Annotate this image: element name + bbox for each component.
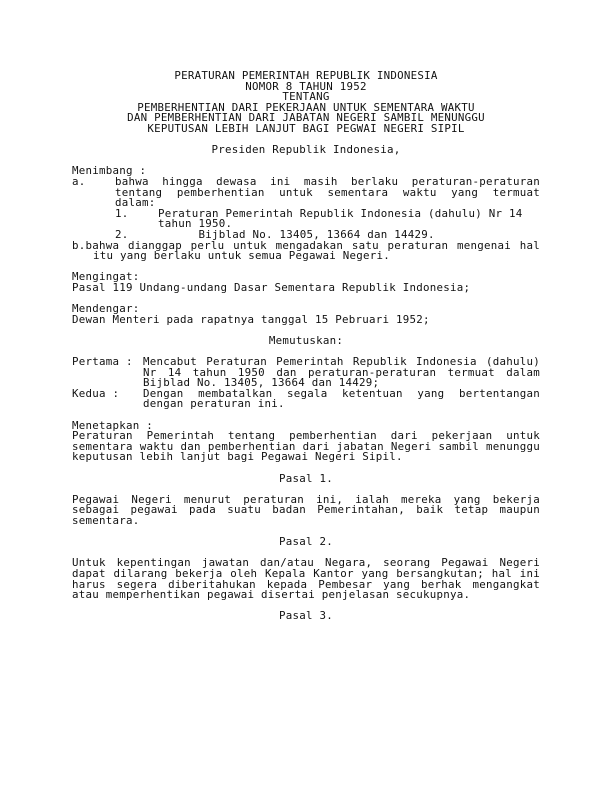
mendengar-section — [72, 304, 540, 325]
subitem-text: Bijblad No. 13405, 13664 dan 14429. — [158, 227, 435, 241]
subitem-text: Peraturan Pemerintah Republik Indonesia (dahulu) Nr 14 tahun 1950. — [158, 206, 523, 231]
pasal-2-heading: Pasal 2. — [278, 535, 333, 549]
menimbang-subitem-1 — [72, 206, 540, 231]
pasal-2-text: Untuk kepentingan jawatan dan/atau Negara, seorang Pegawai Negeri dapat dilarang bekerja oleh Kepala Kantor yang bersangkutan; hal ini harus segera diberitahukan kepada Pembesar yang berhak mengangkat atau memperhentikan pegawai disertai penjelasan secukupnya. — [72, 556, 540, 602]
menetapkan-text: Peraturan Pemerintah tentang pemberhentian dari pekerjaan untuk sementara waktu dan pemberhentian dari jabatan Negeri sambil menunggu keputusan lebih lanjut bagi Pegawai Negeri Sipil. — [72, 429, 540, 464]
menimbang-item-a — [72, 174, 540, 210]
pasal-1-heading: Pasal 1. — [278, 471, 333, 485]
pasal-1-text: Pegawai Negeri menurut peraturan ini, ialah mereka yang bekerja sebagai pegawai pada suatu badan Pemerintahan, baik tetap maupun sementara. — [72, 492, 540, 527]
document-title-block — [72, 71, 540, 135]
issuer-line: Presiden Republik Indonesia, — [211, 143, 401, 157]
subitem-marker: 2. — [115, 227, 129, 241]
mendengar-label: Mendengar: — [72, 302, 140, 316]
mendengar-text: Dewan Menteri pada rapatnya tanggal 15 Pebruari 1952; — [72, 312, 430, 326]
decision-label: Kedua : — [72, 386, 120, 400]
menimbang-label: Menimbang : — [72, 164, 147, 178]
decision-kedua — [72, 386, 540, 411]
memutuskan-heading: Memutuskan: — [268, 333, 344, 347]
title-line: TENTANG — [282, 90, 330, 104]
menetapkan-section — [72, 418, 540, 464]
menetapkan-label: Menetapkan : — [72, 418, 154, 432]
item-text: bahwa hingga dewasa ini masih berlaku peraturan-peraturan tentang pemberhentian untuk sementara waktu yang termuat dalam: — [115, 174, 540, 210]
decision-text: Mencabut Peraturan Pemerintah Republik Indonesia (dahulu) Nr 14 tahun 1950 dan peraturan-peraturan termuat dalam Bijblad No. 13405, 13664 dan 14429; — [143, 355, 540, 390]
menimbang-section — [72, 166, 540, 261]
mengingat-label: Mengingat: — [72, 270, 140, 284]
decision-pertama — [72, 357, 540, 389]
mengingat-text: Pasal 119 Undang-undang Dasar Sementara Republik Indonesia; — [72, 280, 471, 294]
decision-text: Dengan membatalkan segala ketentuan yang bertentangan dengan peraturan ini. — [143, 386, 540, 411]
document-page — [72, 71, 540, 622]
title-line: NOMOR 8 TAHUN 1952 — [245, 79, 367, 93]
item-marker: a. — [72, 174, 86, 188]
pasal-3-heading: Pasal 3. — [278, 609, 333, 623]
menimbang-item-b: b.bahwa dianggap perlu untuk mengadakan satu peraturan mengenai hal itu yang berlaku untuk semua Pegawai Negeri. — [72, 238, 540, 263]
title-line: KEPUTUSAN LEBIH LANJUT BAGI PEGWAI NEGERI SIPIL — [147, 121, 465, 135]
title-line: PEMBERHENTIAN DARI PEKERJAAN UNTUK SEMENTARA WAKTU — [137, 100, 475, 114]
subitem-marker: 1. — [115, 206, 129, 220]
decision-label: Pertama : — [72, 355, 140, 369]
title-line: PERATURAN PEMERINTAH REPUBLIK INDONESIA — [174, 69, 438, 82]
mengingat-section — [72, 272, 540, 293]
title-line: DAN PEMBERHENTIAN DARI JABATAN NEGERI SAMBIL MENUNGGU — [127, 111, 485, 125]
